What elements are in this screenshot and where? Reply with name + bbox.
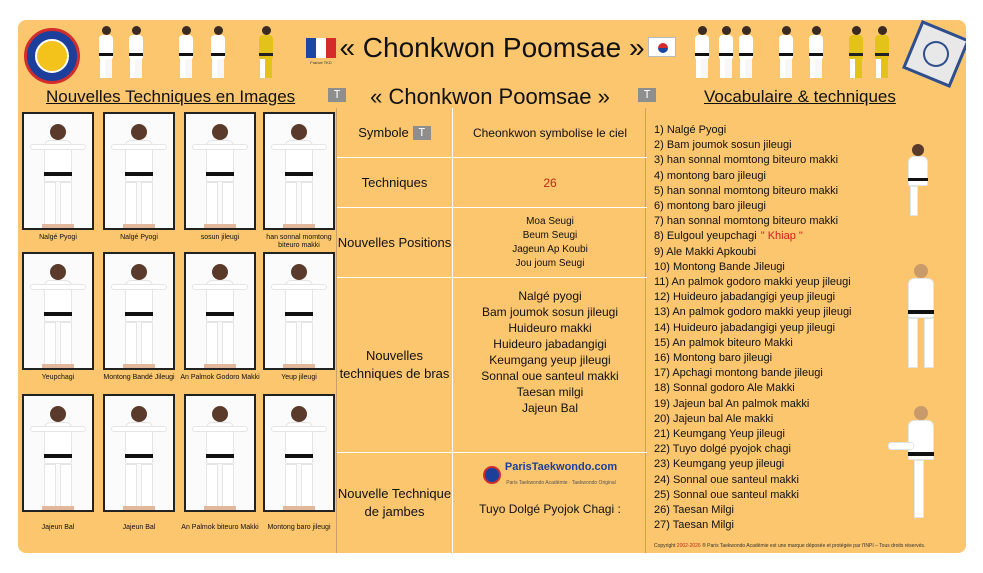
technique-photo-caption: Montong Bandé Jileugi: [103, 374, 175, 381]
list-item: 18) Sonnal godoro Ale Makki: [654, 382, 795, 395]
list-item: 7) han sonnal momtong biteuro makki: [654, 215, 839, 228]
list-item: 21) Keumgang Yeup jileugi: [654, 428, 785, 441]
list-item: 23) Keumgang yeup jileugi: [654, 458, 785, 471]
table-row-arm-techniques: [337, 278, 647, 453]
arm-technique-item: Huideuro makki: [508, 321, 592, 335]
kukkiwon-logo: [902, 20, 966, 88]
technique-photo: [263, 252, 335, 370]
list-item: 14) Huideuro jabadangigi yeup jileugi: [654, 321, 836, 334]
t-symbol-icon: T: [328, 88, 346, 102]
front-kick-figure-image: [888, 402, 948, 522]
list-item: 9) Ale Makki Apkoubi: [654, 245, 757, 258]
page-title: « Chonkwon Poomsae »: [339, 32, 645, 63]
technique-photo: [184, 112, 256, 230]
list-item: 13) An palmok godoro makki yeup jileugi: [654, 306, 852, 319]
arm-technique-item: Bam joumok sosun jileugi: [481, 305, 619, 319]
table-row-symbole: [337, 108, 647, 158]
list-item: 19) Jajeun bal An palmok makki: [654, 397, 810, 410]
brand-tagline: Paris Taekwondo Académie · Taekwondo Original: [506, 480, 616, 486]
technique-photo-caption: Nalgé Pyogi: [39, 234, 77, 241]
list-item: 27) Taesan Milgi: [654, 519, 734, 532]
technique-photo-caption: han sonnal momtong biteuro makki: [266, 234, 332, 249]
table-row-techniques: [337, 158, 647, 208]
arm-technique-item: Jajeun Bal: [521, 401, 579, 415]
technique-photo: [184, 394, 256, 512]
table-row-positions: [337, 208, 647, 278]
arm-technique-item: Keumgang yeup jileugi: [489, 353, 611, 367]
row-label: Techniques: [337, 158, 453, 207]
list-item: 25) Sonnal oue santeul makki: [654, 488, 799, 501]
list-item: 1) Nalgé Pyogi: [654, 124, 727, 136]
list-item: 15) An palmok biteuro Makki: [654, 336, 793, 349]
france-flag-icon: [306, 38, 336, 58]
row-values: [453, 278, 647, 452]
position-item: Moa Seugi: [526, 215, 574, 227]
position-item: Jou joum Seugi: [515, 257, 585, 269]
technique-photo-caption: Jajeun Bal: [41, 524, 75, 531]
korea-flag-icon: [648, 37, 676, 57]
technique-photo: [22, 112, 94, 230]
row-values: [453, 453, 647, 553]
t-symbol-icon: T: [638, 88, 656, 102]
list-item: 10) Montong Bande Jileugi: [654, 260, 785, 273]
techniques-count: 26: [543, 175, 557, 190]
france-flag-label: France TKD: [310, 60, 332, 65]
list-item: 6) montong baro jileugi: [654, 200, 766, 213]
copyright-notice: Copyright 2002-2026 ® Paris Taekwondo Académie est une marque déposée et protégée par l'INPI – Tous droits réservés.: [654, 543, 926, 549]
technique-photo: [184, 252, 256, 370]
list-item: 11) An palmok godoro makki yeup jileugi: [654, 276, 851, 289]
table-row-leg-technique: [337, 453, 647, 553]
technique-photo: [263, 112, 335, 230]
technique-photo-caption: An Palmok biteuro Makki: [181, 524, 259, 531]
row-value: Cheonkwon symbolise le ciel: [472, 125, 628, 140]
header-fighters-right: [688, 26, 898, 86]
t-symbol-icon: T: [413, 126, 431, 140]
header-fighters-left: [88, 26, 288, 86]
list-item: 2) Bam joumok sosun jileugi: [654, 139, 792, 152]
kick-figure-image: [900, 138, 940, 218]
paris-taekwondo-brand[interactable]: [483, 459, 617, 491]
list-item: 22) Tuyo dolgé pyojok chagi: [654, 443, 791, 456]
list-item: 3) han sonnal momtong biteuro makki: [654, 154, 839, 167]
list-item: 8) Eulgoul yeupchagi " Khiap ": [654, 230, 803, 243]
khiap-label: " Khiap ": [760, 230, 803, 243]
right-section-title: Vocabulaire & techniques: [704, 87, 896, 106]
paris-taekwondo-logo: [24, 28, 80, 84]
technique-photo-caption: sosun jileugi: [200, 234, 240, 241]
arm-technique-item: Sonnal oue santeul makki: [481, 369, 619, 383]
poster: [18, 20, 966, 553]
technique-photo-caption: Yeup jileugi: [281, 374, 317, 381]
center-section-title: « Chonkwon Poomsae »: [370, 84, 610, 109]
left-section-title: Nouvelles Techniques en Images: [46, 87, 296, 106]
position-item: Beum Seugi: [522, 229, 578, 241]
list-item: 16) Montong baro jileugi: [654, 352, 773, 365]
technique-photo: [22, 394, 94, 512]
technique-photo-caption: An Palmok Godoro Makki: [180, 374, 260, 381]
row-label: Symbole T: [337, 108, 453, 157]
technique-photo: [103, 112, 175, 230]
row-label: Nouvelle Technique de jambes: [337, 453, 453, 553]
list-item: 26) Taesan Milgi: [654, 504, 734, 517]
poomsae-info-table: [336, 108, 646, 553]
technique-photo: [22, 252, 94, 370]
list-item: 24) Sonnal oue santeul makki: [654, 473, 799, 486]
list-item: 20) Jajeun bal Ale makki: [654, 412, 774, 425]
technique-photo-caption: Jajeun Bal: [122, 524, 156, 531]
list-item: 12) Huideuro jabadangigi yeup jileugi: [654, 291, 836, 304]
technique-photo-caption: Montong baro jileugi: [267, 524, 331, 531]
technique-photo-caption: Nalgé Pyogi: [120, 234, 158, 241]
row-label: Nouvelles techniques de bras: [337, 278, 453, 452]
technique-photo: [263, 394, 335, 512]
brand-logo-icon: [483, 466, 501, 484]
row-label: Nouvelles Positions: [337, 208, 453, 277]
list-item: 5) han sonnal momtong biteuro makki: [654, 184, 839, 197]
technique-photo: [103, 252, 175, 370]
brand-name: ParisTaekwondo.com: [504, 461, 618, 473]
arm-technique-item: Nalgé pyogi: [518, 289, 582, 303]
vocabulary-list: [654, 123, 884, 533]
leg-technique-item: Tuyo Dolgé Pyojok Chagi :: [479, 502, 621, 516]
position-item: Jageun Ap Koubi: [512, 243, 588, 255]
technique-photo: [103, 394, 175, 512]
arm-technique-item: Taesan milgi: [516, 385, 584, 399]
stance-figure-image: [894, 260, 950, 372]
row-values: [453, 208, 647, 277]
technique-photo-caption: Yeupchagi: [41, 374, 75, 381]
list-item: 17) Apchagi montong bande jileugi: [654, 367, 823, 380]
list-item: 4) montong baro jileugi: [654, 169, 766, 182]
arm-technique-item: Huideuro jabadangigi: [493, 337, 607, 351]
